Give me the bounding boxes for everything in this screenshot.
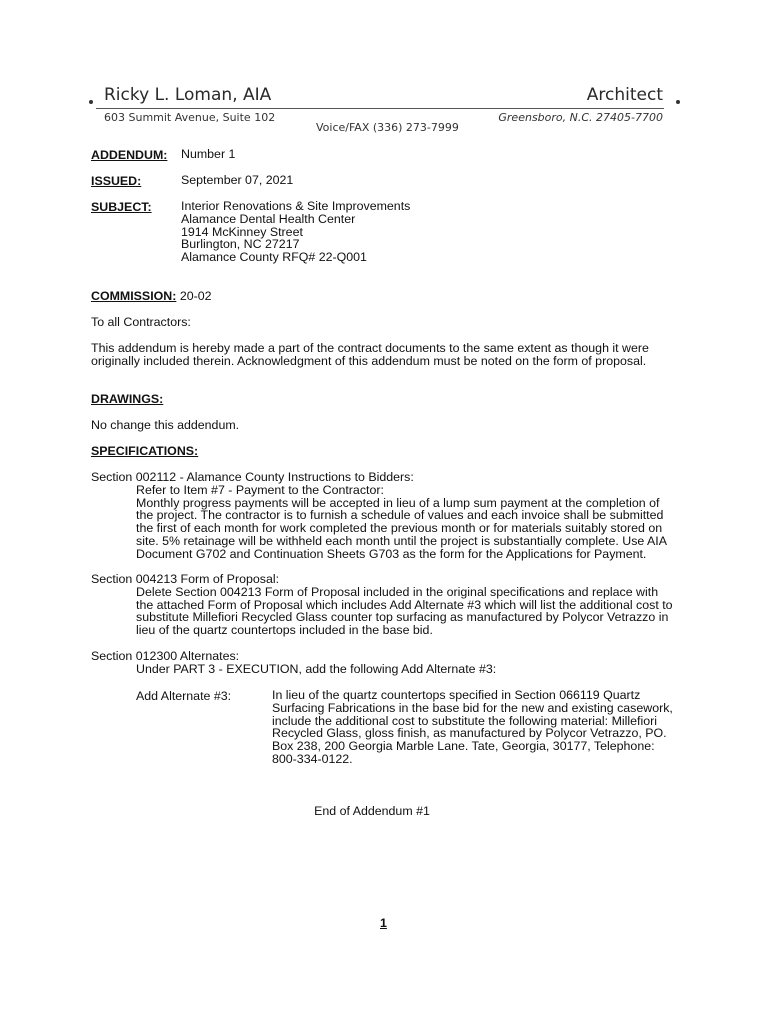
specifications-heading: SPECIFICATIONS: [91,444,199,458]
section-line: the first of each month for work completed the previous month or for materials suitably stored on [136,521,663,536]
section-line: Refer to Item #7 - Payment to the Contractor: [136,482,384,497]
letterhead-address: 603 Summit Avenue, Suite 102 [104,111,276,124]
addendum-value: Number 1 [181,147,236,161]
drawings-text: No change this addendum. [91,418,240,432]
issued-value: September 07, 2021 [181,173,294,187]
subject-block [181,200,410,264]
subject-label: SUBJECT: [91,200,152,214]
end-of-addendum [0,804,770,818]
commission-value: 20-02 [179,289,212,303]
bullet-dot-left [89,100,93,104]
subject-line: Alamance County RFQ# 22-Q001 [181,250,367,265]
end-text: End of Addendum #1 [314,804,430,818]
subject-line: Burlington, NC 27217 [181,237,300,252]
section-line: the attached Form of Proposal which includes Add Alternate #3 which will list the additional cost to [136,597,673,612]
commission-row [91,290,691,303]
letterhead-city: Greensboro, N.C. 27405-7700 [498,111,663,124]
architect-name: Ricky L. Loman, AIA [104,85,272,105]
intro-paragraph [91,342,691,368]
section-line: Under PART 3 - EXECUTION, add the following Add Alternate #3: [136,661,497,676]
letterhead-rule [96,108,664,109]
section-line: Monthly progress payments will be accepted in lieu of a lump sum payment at the completion of [136,495,660,510]
addendum-label: ADDENDUM: [91,148,168,162]
bullet-dot-right [676,100,680,104]
spec-section-012300 [91,650,691,676]
letterhead-phone: Voice/FAX (336) 273-7999 [316,121,459,134]
spec-section-002112 [91,471,691,561]
section-line: Delete Section 004213 Form of Proposal included in the original specifications and replace with [136,584,659,599]
section-line: site. 5% retainage will be withheld each month until the project is substantially complete. Use AIA [136,533,668,548]
alternate-line: In lieu of the quartz countertops specified in Section 066119 Quartz [272,688,641,702]
alternate-line: Recycled Glass, gloss finish, as manufactured by Polycor Vetrazzo, PO. [272,726,667,741]
commission-label: COMMISSION: [91,289,177,303]
section-title: Section 002112 - Alamance County Instructions to Bidders: [91,470,414,484]
alternate-line: Surfacing Fabrications in the base bid for the new and existing casework, [272,700,673,715]
section-line: Document G702 and Continuation Sheets G703 as the form for the Applications for Payment. [136,546,647,561]
page-number: 1 [380,916,387,930]
subject-line: 1914 McKinney Street [181,224,303,239]
alternate-description [272,689,692,766]
subject-line: Alamance Dental Health Center [181,211,356,226]
subject-line: Interior Renovations & Site Improvements [181,199,411,213]
intro-line: This addendum is hereby made a part of the contract documents to the same extent as though it were [91,341,649,355]
salutation: To all Contractors: [91,315,191,329]
section-line: lieu of the quartz countertops included in the base bid. [136,623,433,638]
drawings-heading: DRAWINGS: [91,392,164,406]
alternate-line: include the additional cost to substitute the following material: Millefiori [272,713,657,728]
alternate-label: Add Alternate #3: [136,689,232,703]
alternate-line: Box 238, 200 Georgia Marble Lane. Tate, Georgia, 30177, Telephone: [272,739,655,754]
section-title: Section 012300 Alternates: [91,649,240,663]
section-line: substitute Millefiori Recycled Glass counter top surfacing as manufactured by Polycor Vetrazzo in [136,610,669,625]
intro-line: originally included therein. Acknowledgment of this addendum must be noted on the form of proposal. [91,353,647,368]
spec-section-004213 [91,573,691,637]
issued-label: ISSUED: [91,174,142,188]
section-line: the project. The contractor is to furnish a schedule of values and each invoice shall be submitted [136,508,664,523]
section-title: Section 004213 Form of Proposal: [91,572,280,586]
alternate-line: 800-334-0122. [272,751,353,766]
letterhead-title: Architect [586,85,663,105]
